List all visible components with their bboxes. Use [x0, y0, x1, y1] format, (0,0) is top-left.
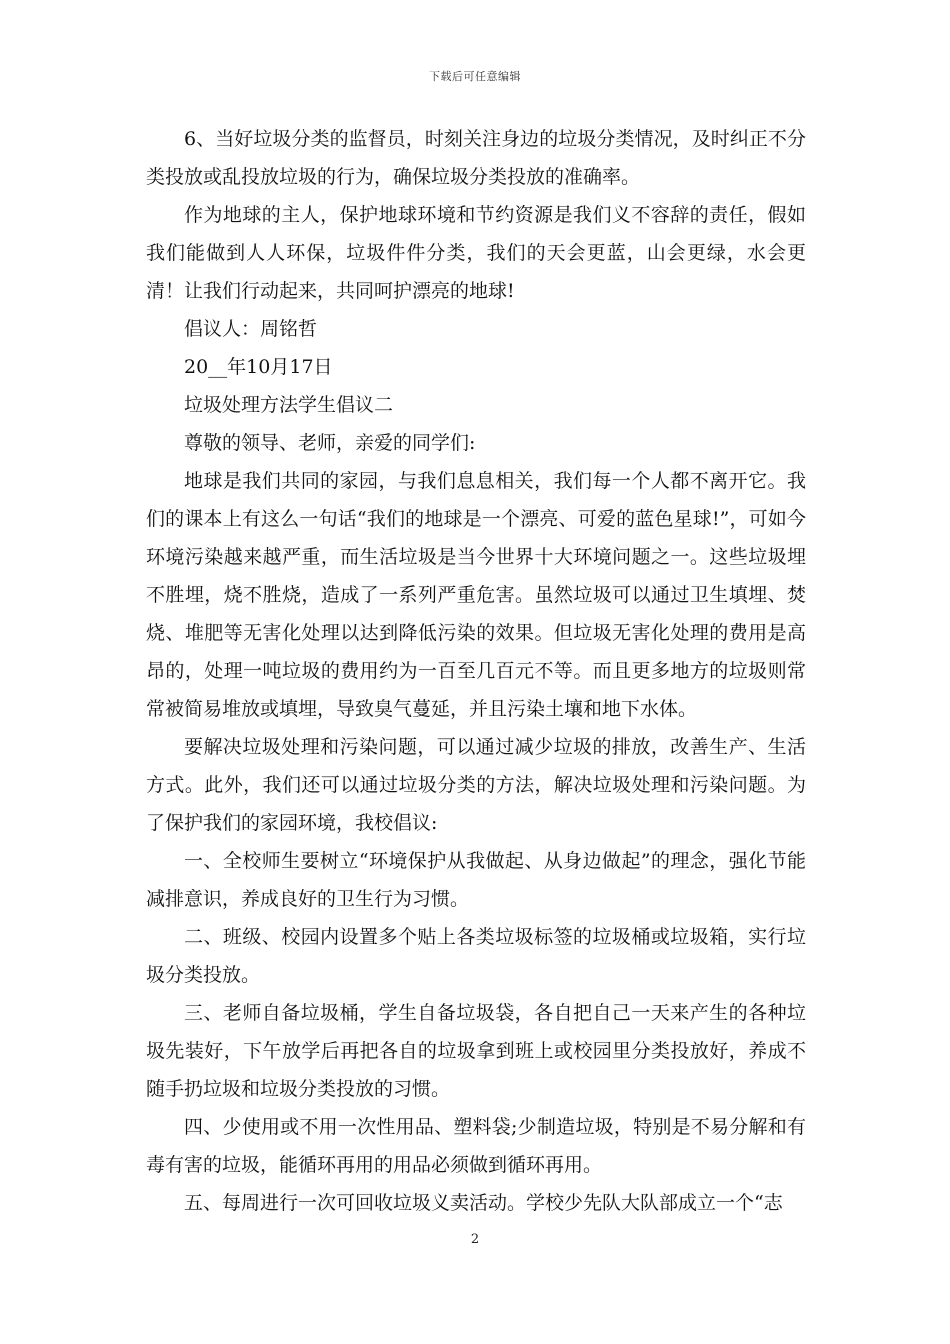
page-header: 下载后可任意编辑	[429, 70, 521, 83]
page-number: 2	[470, 1232, 480, 1247]
salutation: 尊敬的领导、老师，亲爱的同学们:	[184, 432, 476, 454]
paragraph-item-4: 四、少使用或不用一次性用品、塑料袋;少制造垃圾，特别是不易分解和有毒有害的垃圾，能循环再用的用品必须做到循环再用。	[146, 1116, 806, 1176]
paragraph-solution: 要解决垃圾处理和污染问题，可以通过减少垃圾的排放，改善生产、生活方式。此外，我们还可以通过垃圾分类的方法，解决垃圾处理和污染问题。为了保护我们的家园环境，我校倡议:	[146, 736, 806, 834]
paragraph-item-5: 五、每周进行一次可回收垃圾义卖活动。学校少先队大队部成立一个“志	[184, 1192, 783, 1214]
date-line: 20__年10月17日	[184, 356, 333, 378]
paragraph-item-2: 二、班级、校园内设置多个贴上各类垃圾标签的垃圾桶或垃圾箱，实行垃圾分类投放。	[146, 926, 806, 986]
paragraph-item-3: 三、老师自备垃圾桶，学生自备垃圾袋，各自把自己一天来产生的各种垃圾先装好，下午放学后再把各自的垃圾拿到班上或校园里分类投放好，养成不随手扔垃圾和垃圾分类投放的习惯。	[146, 1002, 806, 1100]
paragraph-item-1: 一、全校师生要树立“环境保护从我做起、从身边做起”的理念，强化节能减排意识，养成良好的卫生行为习惯。	[146, 850, 806, 910]
paragraph-item-6: 6、当好垃圾分类的监督员，时刻关注身边的垃圾分类情况，及时纠正不分类投放或乱投放垃圾的行为，确保垃圾分类投放的准确率。	[146, 128, 806, 188]
document-body	[146, 120, 806, 1222]
section-title: 垃圾处理方法学生倡议二	[184, 394, 394, 416]
paragraph-intro: 地球是我们共同的家园，与我们息息相关，我们每一个人都不离开它。我们的课本上有这么一句话“我们的地球是一个漂亮、可爱的蓝色星球!”，可如今环境污染越来越严重，而生活垃圾是当今世界十大环境问题之一。这些垃圾埋不胜埋，烧不胜烧，造成了一系列严重危害。虽然垃圾可以通过卫生填埋、焚烧、堆肥等无害化处理以达到降低污染的效果。但垃圾无害化处理的费用是高昂的，处理一吨垃圾的费用约为一百至几百元不等。而且更多地方的垃圾则常常被简易堆放或填埋，导致臭气蔓延，并且污染土壤和地下水体。	[146, 470, 806, 720]
signature-line: 倡议人：周铭哲	[184, 318, 318, 340]
paragraph-conclusion: 作为地球的主人，保护地球环境和节约资源是我们义不容辞的责任，假如我们能做到人人环保，垃圾件件分类，我们的天会更蓝，山会更绿，水会更清！让我们行动起来，共同呵护漂亮的地球!	[146, 204, 806, 302]
